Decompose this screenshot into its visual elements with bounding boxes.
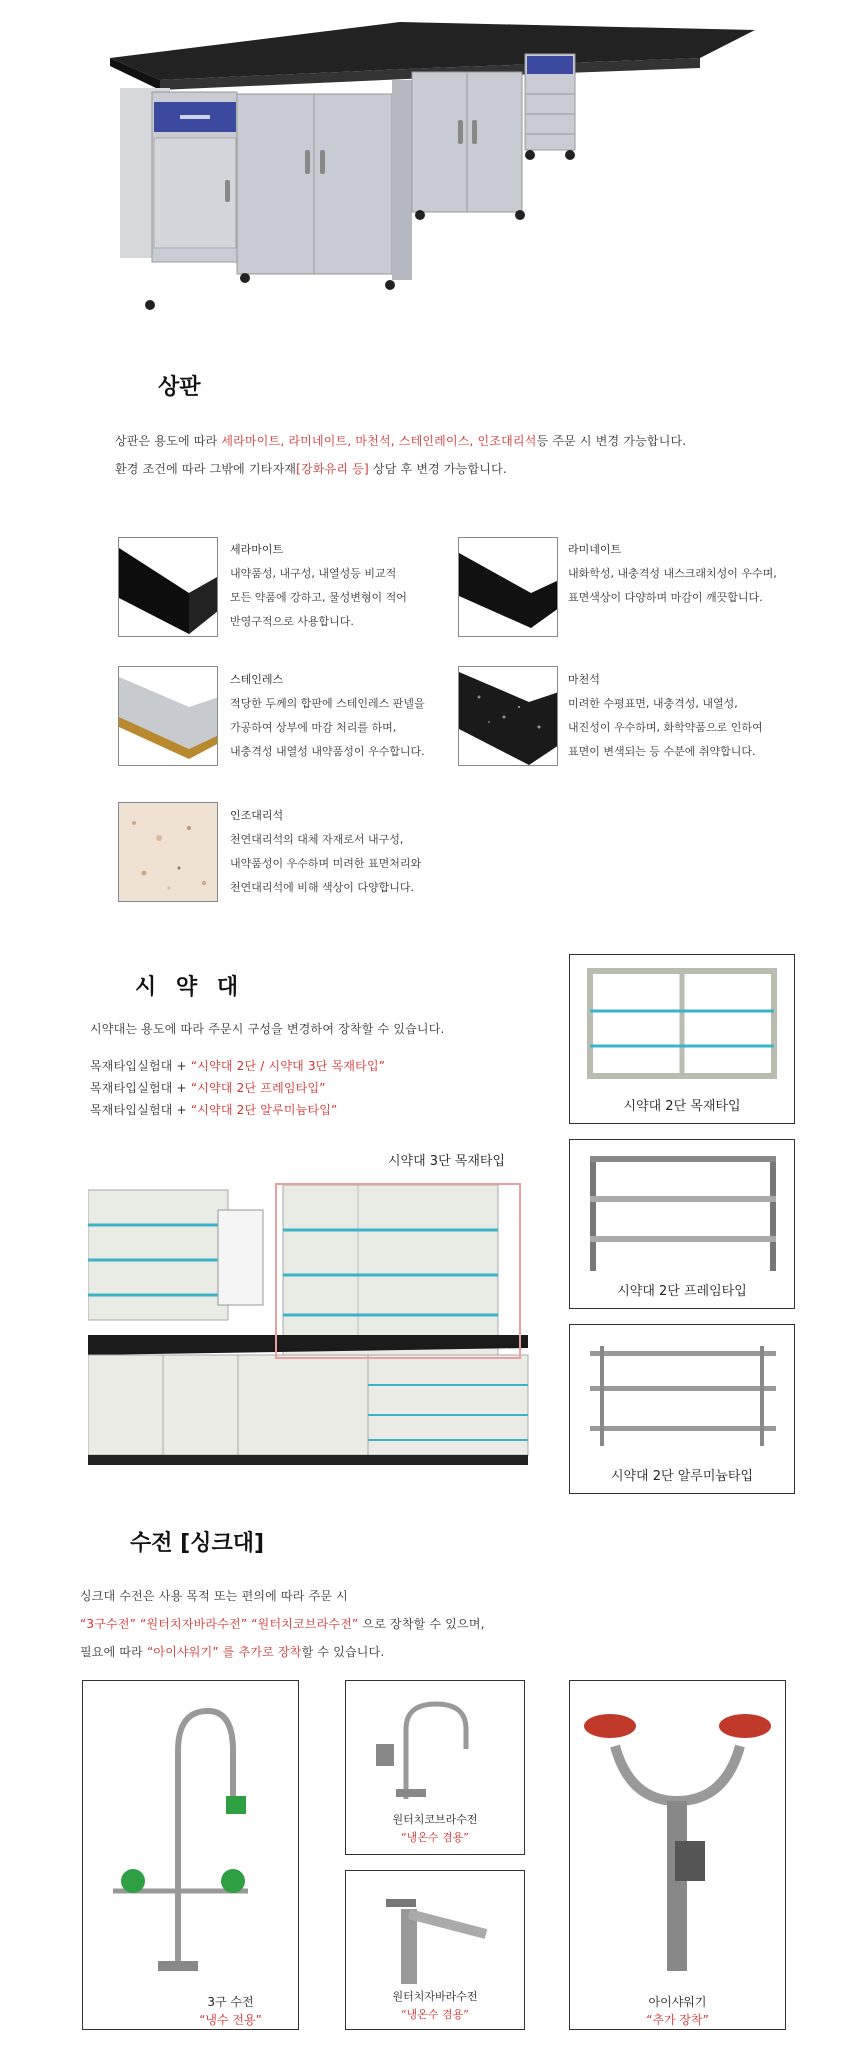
top-plate-line1: 상판은 용도에 따라 세라마이트, 라미네이트, 마천석, 스테인레이스, 인조대리석등 주문 시 변경 가능합니다. [115,434,687,448]
sink-desc [80,1585,820,1663]
top-plate-materials: 세라마이트, 라미네이트, 마천석, 스테인레이스, 인조대리석 [221,434,537,448]
material-desc-laminate: 라미네이트 내화학성, 내충격성 내스크래치성이 우수며, 표면색상이 다양하며 마감이 깨끗합니다. [568,543,777,604]
material-desc-granite: 마천석 미려한 수평표면, 내충격성, 내열성, 내진성이 우수하며, 화학약품으로 인하여 표면이 변색되는 등 수분에 취약합니다. [568,673,763,758]
section-title-reagent: 시 약 대 [135,975,245,1000]
reagent-main-label: 시약대 3단 목재타입 [388,1154,505,1169]
reagent-type-label: 시약대 2단 프레임타입 [617,1284,747,1299]
reagent-type-wood [569,954,795,1124]
material-swatch-stainless [118,666,218,766]
reagent-option: 목재타입실험대 + “시약대 2단 프레임타입” [90,1081,326,1095]
reagent-type-aluminum [569,1324,795,1494]
reagent-type-label: 시약대 2단 목재타입 [623,1099,741,1114]
reagent-type-label: 시약대 2단 알루미늄타입 [610,1469,754,1484]
hero-image [100,10,760,310]
material-swatch-granite [458,666,558,766]
reagent-option: 목재타입실험대 + “시약대 2단 알루미늄타입” [90,1103,338,1117]
top-plate-other: [강화유리 등] [296,462,369,476]
faucet-label: 원터치코브라수전 “냉온수 겸용” [392,1813,478,1844]
material-swatch-laminate [458,537,558,637]
faucet-label: 3구 수전 “냉수 전용” [199,1995,262,2027]
reagent-option: 목재타입실험대 + “시약대 2단 / 시약대 3단 목재타입” [90,1059,386,1073]
faucet-label: 아이샤워기 “추가 장착” [646,1995,709,2027]
section-title-sink: 수전 [싱크대] [130,1531,265,1556]
faucet-cobra [345,1680,525,1855]
sink-line3: 필요에 따라 “아이샤워기” 를 추가로 장착할 수 있습니다. [80,1645,385,1659]
sink-line1: 싱크대 수전은 사용 목적 또는 편의에 따라 주문 시 [80,1589,348,1603]
material-swatch-artificial-marble [118,802,218,902]
sink-line2: “3구수전” “원터치자바라수전” “원터치코브라수전” 으로 장착할 수 있으며, [80,1617,485,1631]
faucet-label: 원터치자바라수전 “냉온수 겸용” [392,1990,478,2021]
faucet-3way [82,1680,299,2030]
reagent-options [90,1055,385,1121]
reagent-highlight-box [275,1183,521,1359]
reagent-intro: 시약대는 용도에 따라 주문시 구성을 변경하여 장착할 수 있습니다. [90,1022,445,1036]
material-desc-artificial-marble: 인조대리석 천연대리석의 대체 자재로서 내구성, 내약품성이 우수하며 미려한 표면처리와 천연대리석에 비해 색상이 다양합니다. [230,809,422,894]
material-desc-stainless: 스테인레스 적당한 두께의 합판에 스테인레스 판넬을 가공하여 상부에 마감 처리를 하며, 내충격성 내열성 내약품성이 우수합니다. [230,673,425,758]
material-swatch-ceramite [118,537,218,637]
top-plate-desc [115,430,835,480]
reagent-type-frame [569,1139,795,1309]
faucet-jabara [345,1870,525,2030]
faucet-eye-shower [569,1680,786,2030]
section-title-top-plate: 상판 [158,375,201,400]
material-desc-ceramite: 세라마이트 내약품성, 내구성, 내열성등 비교적 모든 약품에 강하고, 물성변형이 적어 반영구적으로 사용합니다. [230,543,407,628]
top-plate-line2: 환경 조건에 따라 그밖에 기타자재[강화유리 등] 상담 후 변경 가능합니다. [115,462,507,476]
